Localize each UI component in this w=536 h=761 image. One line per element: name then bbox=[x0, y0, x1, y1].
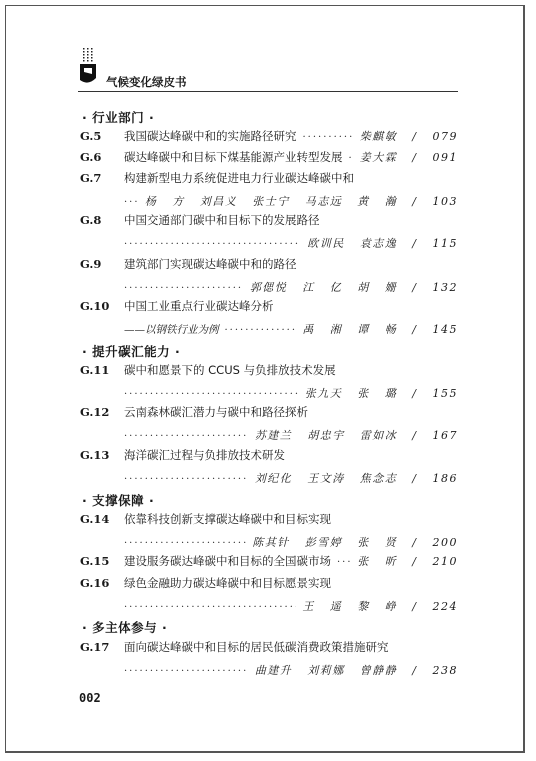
leader-dots bbox=[337, 555, 351, 571]
entry-authors-page: 姜大霖 / 091 bbox=[359, 151, 458, 164]
entry-authors-page: 张九天 张 璐 / 155 bbox=[304, 387, 458, 400]
toc-entry[interactable] bbox=[80, 575, 458, 616]
toc-entry[interactable] bbox=[80, 212, 458, 253]
toc-entry[interactable] bbox=[80, 404, 458, 445]
entry-authors-page: 陈其针 彭雪婷 张 贤 / 200 bbox=[252, 536, 458, 549]
entry-title: 建设服务碳达峰碳中和目标的全国碳市场 bbox=[124, 554, 331, 568]
book-logo-icon bbox=[78, 48, 100, 86]
toc-entry[interactable] bbox=[80, 170, 458, 211]
leader-dots bbox=[124, 281, 244, 297]
leader-dots bbox=[303, 130, 354, 146]
entry-title: 中国交通部门碳中和目标下的发展路径 bbox=[124, 213, 320, 227]
leader-dots bbox=[124, 387, 299, 403]
entry-authors-page: 刘纪化 王文涛 焦念志 / 186 bbox=[254, 472, 458, 485]
toc-entry[interactable] bbox=[80, 362, 458, 403]
toc-entry[interactable] bbox=[80, 149, 458, 167]
entry-title: 中国工业重点行业碳达峰分析 bbox=[124, 299, 274, 313]
entry-number: G.17 bbox=[80, 640, 110, 654]
toc-entry[interactable] bbox=[80, 511, 458, 552]
entry-title: 碳中和愿景下的 CCUS 与负排放技术发展 bbox=[124, 363, 336, 377]
entry-title: 面向碳达峰碳中和目标的居民低碳消费政策措施研究 bbox=[124, 640, 389, 654]
entry-subtitle: ——以钢铁行业为例 bbox=[124, 324, 219, 336]
page-number: 002 bbox=[79, 691, 101, 705]
toc-entry[interactable] bbox=[80, 298, 458, 339]
header-rule bbox=[78, 91, 458, 92]
toc-entry[interactable] bbox=[80, 256, 458, 297]
entry-title: 碳达峰碳中和目标下煤基能源产业转型发展 bbox=[124, 150, 343, 164]
entry-authors-page: 张 昕 / 210 bbox=[357, 555, 458, 568]
leader-dots bbox=[225, 323, 297, 339]
entry-number: G.8 bbox=[80, 213, 102, 227]
entry-number: G.10 bbox=[80, 299, 110, 313]
entry-authors-page: 王 遥 黎 峥 / 224 bbox=[302, 600, 458, 613]
leader-dots bbox=[124, 237, 301, 253]
entry-authors-page: 禹 湘 谭 畅 / 145 bbox=[302, 323, 458, 336]
entry-title: 海洋碳汇过程与负排放技术研发 bbox=[124, 448, 285, 462]
entry-authors-page: 苏建兰 胡忠宇 雷如冰 / 167 bbox=[254, 429, 458, 442]
leader-dots bbox=[349, 151, 354, 167]
section-heading: · 提升碳汇能力 · bbox=[82, 344, 181, 359]
entry-title: 云南森林碳汇潜力与碳中和路径探析 bbox=[124, 405, 308, 419]
entry-number: G.11 bbox=[80, 363, 110, 377]
entry-authors-page: 柴麒敏 / 079 bbox=[359, 130, 458, 143]
leader-dots bbox=[124, 429, 249, 445]
entry-number: G.16 bbox=[80, 576, 110, 590]
toc-entry[interactable] bbox=[80, 447, 458, 488]
toc-entry[interactable] bbox=[80, 553, 458, 571]
entry-authors-page: 曲建升 刘莉娜 曾静静 / 238 bbox=[254, 664, 458, 677]
leader-dots bbox=[124, 664, 249, 680]
book-series-title: 气候变化绿皮书 bbox=[106, 75, 187, 89]
leader-dots bbox=[124, 600, 296, 616]
leader-dots bbox=[124, 472, 249, 488]
entry-title: 绿色金融助力碳达峰碳中和目标愿景实现 bbox=[124, 576, 331, 590]
entry-title: 我国碳达峰碳中和的实施路径研究 bbox=[124, 129, 297, 143]
section-heading: · 多主体参与 · bbox=[82, 620, 168, 635]
entry-number: G.13 bbox=[80, 448, 110, 462]
toc-entry[interactable] bbox=[80, 639, 458, 680]
entry-authors-page: 欧训民 袁志逸 / 115 bbox=[307, 237, 458, 250]
entry-title: 建筑部门实现碳达峰碳中和的路径 bbox=[124, 257, 297, 271]
entry-number: G.9 bbox=[80, 257, 102, 271]
entry-authors-page: 杨 方 刘昌义 张士宁 马志远 黄 瀚 / 103 bbox=[144, 195, 458, 208]
entry-number: G.14 bbox=[80, 512, 110, 526]
entry-authors-page: 郭偲悦 江 亿 胡 姗 / 132 bbox=[249, 281, 458, 294]
entry-number: G.15 bbox=[80, 554, 110, 568]
leader-dots bbox=[124, 195, 139, 211]
section-heading: · 支撑保障 · bbox=[82, 493, 155, 508]
entry-number: G.12 bbox=[80, 405, 110, 419]
section-heading: · 行业部门 · bbox=[82, 110, 155, 125]
entry-number: G.7 bbox=[80, 171, 102, 185]
entry-title: 构建新型电力系统促进电力行业碳达峰碳中和 bbox=[124, 171, 354, 185]
toc-entry[interactable] bbox=[80, 128, 458, 146]
entry-number: G.5 bbox=[80, 129, 102, 143]
entry-number: G.6 bbox=[80, 150, 102, 164]
leader-dots bbox=[124, 536, 246, 552]
entry-title: 依靠科技创新支撑碳达峰碳中和目标实现 bbox=[124, 512, 331, 526]
